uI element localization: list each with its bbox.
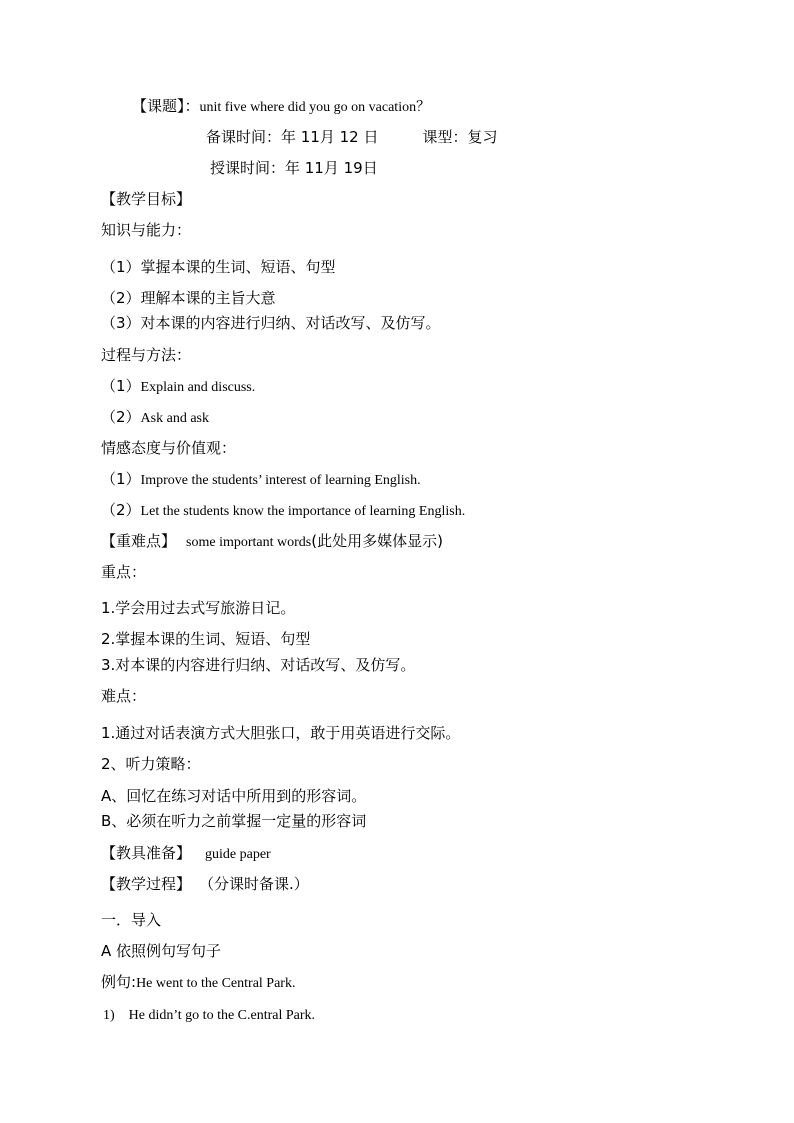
key-heading: 重点： bbox=[101, 563, 147, 581]
attitude-item-num: （2） bbox=[101, 501, 141, 519]
step-one: 一．导入 bbox=[101, 911, 162, 929]
difficult-heading: 难点： bbox=[101, 687, 147, 705]
process-section-note: （分课时备课.） bbox=[199, 875, 309, 893]
key-points-note: (此处用多媒体显示) bbox=[311, 532, 443, 550]
difficult-item: B、必须在听力之前掌握一定量的形容词 bbox=[101, 812, 367, 830]
process-section-heading: 【教学过程】 bbox=[101, 875, 192, 893]
materials-heading: 【教具准备】 bbox=[101, 844, 192, 862]
topic-text: unit five where did you go on vacation？ bbox=[199, 100, 431, 115]
knowledge-item: （3）对本课的内容进行归纳、对话改写、及仿写。 bbox=[101, 314, 441, 332]
topic-line bbox=[132, 96, 430, 118]
key-points-text: some important words bbox=[186, 535, 312, 550]
attitude-heading: 情感态度与价值观： bbox=[101, 439, 237, 457]
process-item bbox=[101, 407, 209, 429]
answer-num: 1) bbox=[103, 1008, 115, 1023]
lesson-type: 课型：复习 bbox=[422, 128, 498, 146]
example-label: 例句: bbox=[101, 973, 137, 991]
topic-label: 【课题】 bbox=[132, 97, 185, 115]
answer-line bbox=[103, 1004, 315, 1026]
teach-time: 授课时间：年 11月 19日 bbox=[210, 159, 378, 177]
knowledge-heading: 知识与能力： bbox=[101, 221, 192, 239]
prep-time-line bbox=[206, 127, 498, 147]
attitude-item-text: Let the students know the importance of learning English. bbox=[140, 504, 466, 519]
process-item-num: （2） bbox=[101, 408, 141, 426]
knowledge-item: （2）理解本课的主旨大意 bbox=[101, 289, 276, 307]
topic-colon: ： bbox=[184, 97, 200, 115]
materials-text: guide paper bbox=[205, 847, 271, 862]
materials-line bbox=[101, 843, 271, 865]
process-item-num: （1） bbox=[101, 377, 141, 395]
process-item bbox=[101, 376, 255, 398]
process-item-text: Ask and ask bbox=[140, 411, 209, 426]
attitude-item-text: Improve the students’ interest of learning English. bbox=[140, 473, 421, 488]
key-points-line bbox=[101, 531, 443, 553]
key-item: 1.学会用过去式写旅游日记。 bbox=[101, 599, 296, 617]
key-item: 3.对本课的内容进行归纳、对话改写、及仿写。 bbox=[101, 656, 416, 674]
knowledge-item: （1）掌握本课的生词、短语、句型 bbox=[101, 258, 336, 276]
prep-time: 备课时间：年 11月 12 日 bbox=[206, 128, 379, 146]
objectives-heading: 【教学目标】 bbox=[101, 190, 192, 208]
attitude-item bbox=[101, 469, 421, 491]
process-heading: 过程与方法： bbox=[101, 346, 192, 364]
difficult-item: A、回忆在练习对话中所用到的形容词。 bbox=[101, 787, 367, 805]
task-a: A 依照例句写句子 bbox=[101, 942, 222, 960]
example-text: He went to the Central Park. bbox=[136, 976, 296, 991]
attitude-item-num: （1） bbox=[101, 470, 141, 488]
key-points-heading: 【重难点】 bbox=[101, 532, 177, 550]
difficult-item: 1.通过对话表演方式大胆张口，敢于用英语进行交际。 bbox=[101, 724, 461, 742]
key-item: 2.掌握本课的生词、短语、句型 bbox=[101, 630, 311, 648]
example-line bbox=[101, 972, 295, 994]
attitude-item bbox=[101, 500, 465, 522]
difficult-item: 2、听力策略： bbox=[101, 755, 201, 773]
answer-text: He didn’t go to the C.entral Park. bbox=[128, 1008, 316, 1023]
process-section-line bbox=[101, 874, 309, 894]
process-item-text: Explain and discuss. bbox=[140, 380, 256, 395]
